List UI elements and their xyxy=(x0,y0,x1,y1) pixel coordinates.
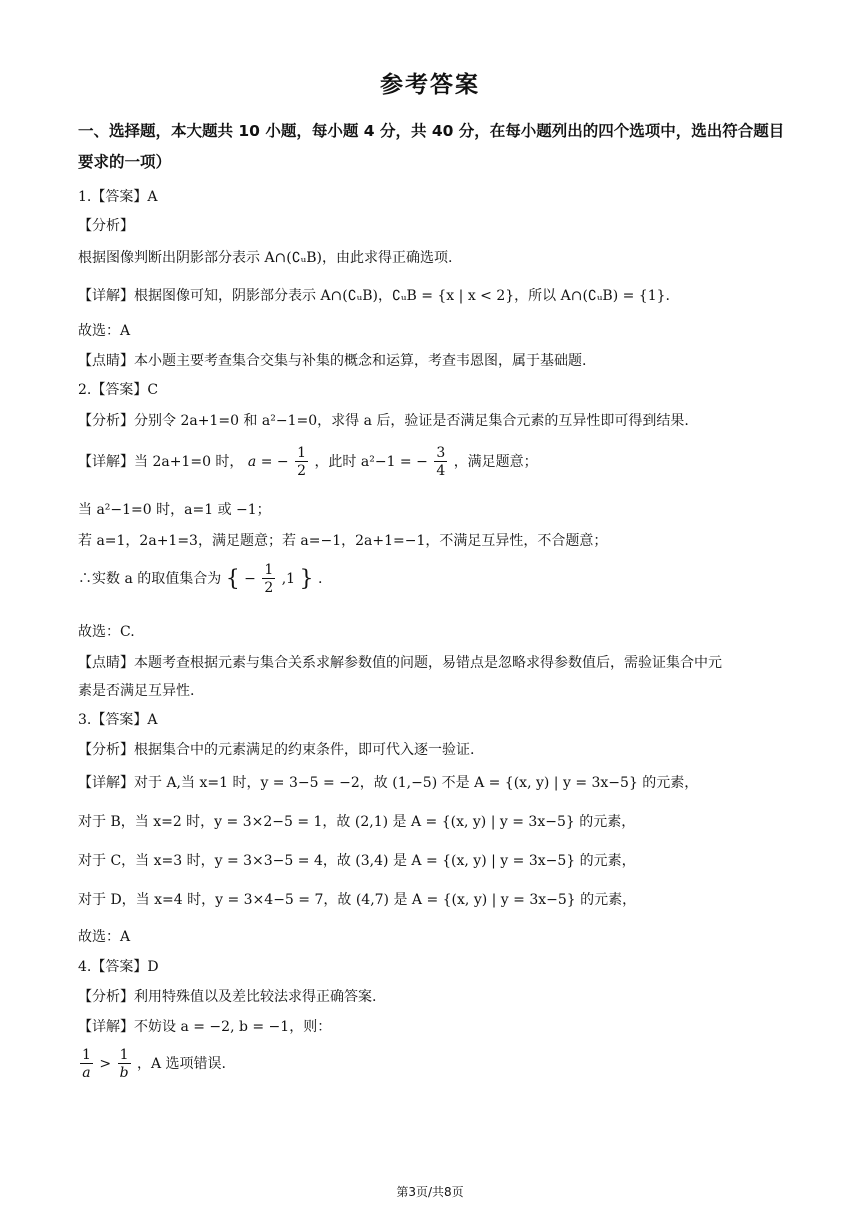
fraction-one-over-a xyxy=(80,1048,93,1080)
q3-line-a: 【详解】对于 A,当 x=1 时，y = 3−5 = −2，故 (1,−5) 不是 A = {(x, y) | y = 3x−5} 的元素， xyxy=(78,775,699,791)
q4-answer: 4.【答案】D xyxy=(78,959,159,975)
q2-detail-suffix: ，满足题意； xyxy=(453,454,538,470)
fraction-numerator: 1 xyxy=(297,445,306,461)
fraction-denominator: b xyxy=(119,1065,129,1081)
section-heading: 一、选择题，本大题共 10 小题，每小题 4 分，共 40 分，在每小题列出的四个选项中，选出符合题目要求的一项） xyxy=(78,122,785,171)
fraction-numerator: 1 xyxy=(118,1048,131,1064)
fraction-numerator: 1 xyxy=(82,1047,91,1063)
q1-answer: 1.【答案】A xyxy=(78,189,158,205)
q2-line4-prefix: ∴实数 a 的取值集合为 xyxy=(78,571,222,587)
q2-detail-a: a = − xyxy=(247,454,289,470)
q1-analysis-tag: 【分析】 xyxy=(78,218,134,234)
page-footer: 第3页/共8页 xyxy=(396,1185,464,1199)
q3-answer: 3.【答案】A xyxy=(78,712,158,728)
q2-line3: 若 a=1，2a+1=3，满足题意；若 a=−1，2a+1=−1，不满足互异性，不合题意； xyxy=(78,533,608,549)
fraction-denominator: 2 xyxy=(264,580,274,596)
q2-line4-set-tail: ,1 xyxy=(281,571,296,587)
q2-answer: 2.【答案】C xyxy=(78,382,159,398)
q1-detail: 【详解】根据图像可知，阴影部分表示 A∩(∁ᵤB)，∁ᵤB = {x | x < 2}，所以 A∩(∁ᵤB) = {1}. xyxy=(78,288,670,304)
q1-choose: 故选：A xyxy=(78,323,131,339)
q2-line4: ∴实数 a 的取值集合为 { − $\frac{1}{2}$ ,1 } . xyxy=(78,562,323,596)
right-brace: } xyxy=(299,566,314,592)
q2-analysis: 【分析】分别令 2a+1=0 和 a²−1=0，求得 a 后，验证是否满足集合元素的互异性即可得到结果. xyxy=(78,413,689,429)
q4-detail: 【详解】不妨设 a = −2, b = −1，则： xyxy=(78,1019,332,1035)
page-title: 参考答案 xyxy=(380,72,480,98)
fraction-one-half-set xyxy=(262,563,275,595)
q3-line-c: 对于 C，当 x=3 时，y = 3×3−5 = 4，故 (3,4) 是 A = {(x, y) | y = 3x−5} 的元素， xyxy=(78,853,636,869)
q1-analysis: 根据图像判断出阴影部分表示 A∩(∁ᵤB)，由此求得正确选项. xyxy=(78,250,453,266)
fraction-one-over-b xyxy=(118,1048,131,1080)
q1-comment: 【点睛】本小题主要考查集合交集与补集的概念和运算，考查韦恩图，属于基础题. xyxy=(78,353,587,369)
fraction-three-quarters xyxy=(434,446,447,478)
q4-tail: ，A 选项错误. xyxy=(136,1056,226,1072)
q3-line-d: 对于 D，当 x=4 时，y = 3×4−5 = 7，故 (4,7) 是 A = {(x, y) | y = 3x−5} 的元素， xyxy=(78,892,637,908)
q2-detail xyxy=(78,446,538,478)
q2-line2: 当 a²−1=0 时，a=1 或 −1； xyxy=(78,502,271,518)
q2-line4-end: . xyxy=(317,571,323,587)
q2-detail-mid: ，此时 a²−1 = − xyxy=(314,454,428,470)
fraction-one-half xyxy=(295,446,308,478)
q2-comment-2: 素是否满足互异性. xyxy=(78,683,195,699)
fraction-denominator: 4 xyxy=(436,463,446,479)
q4-inequality xyxy=(78,1048,226,1080)
q2-choose: 故选：C. xyxy=(78,624,135,640)
fraction-numerator: 1 xyxy=(264,562,274,578)
q3-choose: 故选：A xyxy=(78,929,131,945)
q4-analysis: 【分析】利用特殊值以及差比较法求得正确答案. xyxy=(78,989,377,1005)
fraction-numerator: 3 xyxy=(436,445,446,461)
q2-comment-1: 【点睛】本题考查根据元素与集合关系求解参数值的问题，易错点是忽略求得参数值后，需验证集合中元 xyxy=(78,655,722,671)
greater-than: > xyxy=(99,1056,112,1072)
fraction-denominator: a xyxy=(82,1065,91,1081)
left-brace: { xyxy=(225,566,240,592)
fraction-denominator: 2 xyxy=(297,463,306,479)
q3-analysis: 【分析】根据集合中的元素满足的约束条件，即可代入逐一验证. xyxy=(78,742,475,758)
q2-detail-prefix: 【详解】当 2a+1=0 时， xyxy=(78,454,244,470)
q3-line-b: 对于 B，当 x=2 时，y = 3×2−5 = 1，故 (2,1) 是 A = {(x, y) | y = 3x−5} 的元素， xyxy=(78,814,636,830)
